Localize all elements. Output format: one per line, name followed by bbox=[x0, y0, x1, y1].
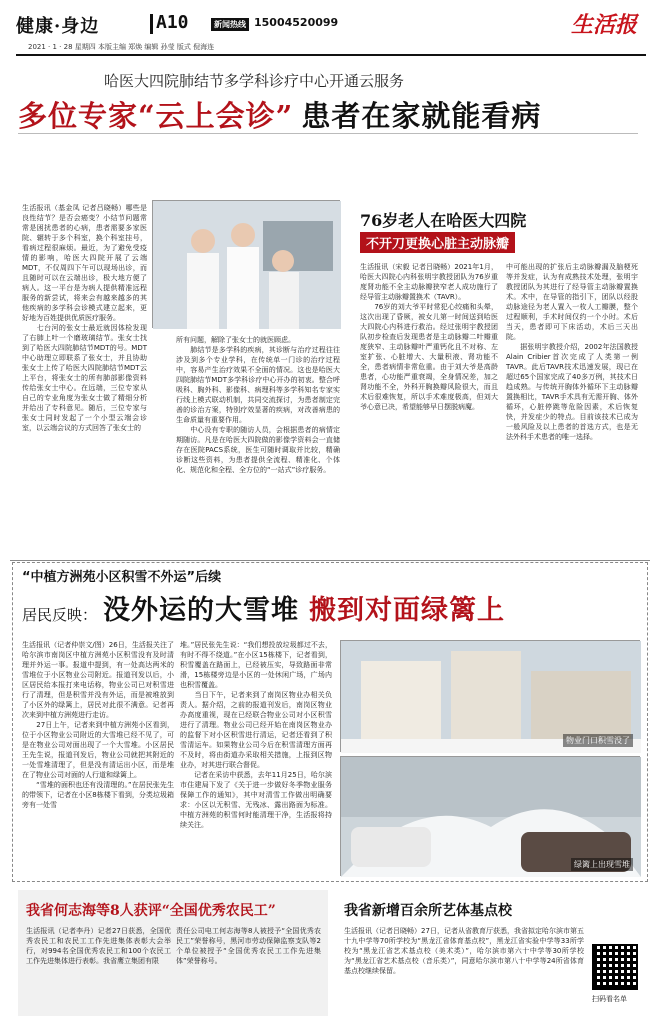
header-rule bbox=[16, 54, 646, 56]
masthead-logo: 生活报 bbox=[570, 12, 637, 38]
section-divider bbox=[10, 560, 650, 561]
header-divider bbox=[150, 14, 153, 34]
story3-column-2: 堆。”居民张先生说：“我们想投放垃圾都过不去，有时不得不绕道。”在小区15栋楼下，记者看到，积雪覆盖在路面上，已经被压实，导致路面非常滑，15栋楼旁边是小区的一处休闲广场，广场内也积雪覆盖。 当日下午，记者来到了南岗区物业办相关负责人。据介绍，之前的报道刊发后，南岗区物业办高度重视，现在已经联合物业公司对小区积雪进行了清理。物业公司已经开始在南岗区物业办的监督下对小区积雪进行清运，记者还看到了积雪清运车。如果物业公司今后在积雪清理方面再不及时，将由街道办采取相关措施，上报到区物业办，对其进行联合督促。 记者在采访中获悉，去年11月25日，哈尔滨市住建局下发了《关于进一步做好冬季物业服务保障工作的通知》，其中对清雪工作做出明确要求：小区以无积雪、无残冰、露出路面为标准。中植方洲苑的积雪何时能清理干净，生活报将持续关注。 bbox=[180, 641, 332, 829]
story3-frame bbox=[12, 562, 648, 882]
hotline-label: 新闻热线 bbox=[211, 18, 249, 31]
story2-headline: 76岁老人在哈医大四院 bbox=[360, 211, 527, 230]
story1-headline-red: 多位专家“云上会诊” bbox=[18, 99, 294, 133]
qr-label: 扫码看名单 bbox=[592, 995, 627, 1003]
section-name: 健康·身边 bbox=[16, 16, 100, 37]
doctors-illustration bbox=[153, 201, 341, 329]
story1-kicker: 哈医大四院肺结节多学科诊疗中心开通云服务 bbox=[104, 72, 405, 90]
story5-column: 生活报讯（记者吕晓畅）27日，记者从省教育厅获悉，我省拟定哈尔滨市第五十九中学等70所学校为“黑龙江省体育基点校”，黑龙江省实验中学等33所学校为“黑龙江省艺术基点校（美术类）”，哈尔滨市第六十中学等30所学校为“黑龙江省艺术基点校（音乐类）”，同意哈尔滨市第八十中学等24所省体育基点校继续保留。 bbox=[344, 927, 584, 975]
story3-tag: “中植方洲苑小区积雪不外运”后续 bbox=[22, 570, 222, 585]
qr-code[interactable] bbox=[592, 944, 638, 990]
story4-headline: 我省何志海等8人获评“全国优秀农民工” bbox=[26, 903, 276, 919]
story1-column-1a: 生活报讯（基金凤 记者吕晓畅）哪些是良性结节？是否会癌变？小结节问题常常是困扰患者的心病，患者需要多家医院、辗转于多个科室，换个科室挂号，看病过程很麻烦。最近，为了避免受疫情的影响，哈医大四院开展了云端MDT，不仅周四下午可以现场出诊，而且随时可以在云端出诊，极大地方便了病人。这一平台是为病人提供精准远程服务的新尝试，将来会有越来越多的其他疾病的多学科会诊模式建立起来，更好地为百姓提供优质医疗服务。 七台河的张女士最近就因体检发现了右肺上叶一个磨玻璃结节。张女士找到了哈医大四院肺结节MDT的号。MDT中心助理立即联系了张女士，并且协助张女士上传了哈医大四院肺结节MDT云上平台，将张女士的所有肺部影像资料传给张女士中心。在远端，三位专家从自己的专业角度为张女士做了精细分析并给出了专科意见。随后，三位专家与张女士同时发起了一个小型云端会诊室，以云端会议的方式回答了张女士的 bbox=[22, 204, 147, 432]
story4-column-1: 生活报讯（记者李丹）记者27日获悉，全国优秀农民工和农民工工作先进集体表彰大会举行，对994名全国优秀农民工和100个农民工工作先进集体进行表彰。我省鹰立集团有限 bbox=[26, 927, 171, 965]
story3-photo2-caption: 绿篱上出现雪堆 bbox=[571, 858, 633, 871]
story1-headline-black: 患者在家就能看病 bbox=[301, 99, 542, 133]
story2-column-2: 中可能出现的扩张后主动脉瓣漏及脑梗死等并发症，认为有成熟技术处理，张明宇教授团队为其进行了经导管主动脉瓣置换术。术中，在导管的指引下，团队以经股动脉途径为老人置入一枚人工瓣膜，整个过程顺利，手术时间仅约一个小时。术后当天，患者即可下床活动，术后三天出院。 据张明宇教授介绍，2002年法国教授Alain Cribier首次完成了人类第一例TAVR。此后TAVR技术迅速发展，现已在超过65个国家完成了40多万例，其技术日趋成熟。与传统开胸体外循环下主动脉瓣置换相比，TAVR手术具有无需开胸、体外循环，心脏停跳等危险因素，术后恢复快，并发症少的特点。目前该技术已成为一般风险及以上患者的首选方式，也是无法外科手术患者的唯一选择。 bbox=[506, 263, 638, 441]
story2-column-1: 生活报讯（宋毅 记者吕晓畅）2021年1月，哈医大四院心内科张明宇教授团队为76岁重度肾功能不全主动脉瓣狭窄老人成功施行了经导管主动脉瓣置换术（TAVR）。 76岁的刘大爷平时常犯心绞痛和头晕，这次出现了昏厥，被女儿第一时间送到哈医大四院心内科进行救治。经过张明宇教授团队初步检查后发现患者是主动脉瓣二叶瓣重度狭窄、主动脉瓣叶严重钙化且不对称、左室扩张、心脏增大、大量积液、肾功能不全，患者病情非常危重。由于刘大爷是高龄患者，心功能严重衰竭，全身情况差，加之肾功能不全，外科开胸换瓣风险很大，而且术后很难恢复，所以手术难度极高，但刘大爷心意已决，希望能够早日摆脱病魔。 bbox=[360, 263, 498, 411]
story3-headline-black: 没外运的大雪堆 bbox=[103, 595, 300, 626]
page-number: A10 bbox=[156, 12, 189, 33]
story1-column-2: 所有问题，解除了张女士的就医顾虑。 肺结节是多学科的疾病，其诊断与治疗过程往往涉及到多个专业学科，在传统单一门诊的治疗过程中，容易产生治疗效果不全面的情况。这也是哈医大四院肺结节MDT多学科诊疗中心开办的初衷。整合呼吸科、胸外科、影像科、病理科等多学科知名专家实行线上模式联动机制，共同交流探讨，为患者制定完善的诊治方案，特别疗效显著的疾病，对改善病患的生命质量有重要作用。 中心设有专职的随访人员，会根据患者的病情定期随访。凡是在哈医大四院做的影像学资料会一直储存在医院PACS系统，医生可随时调取并比较，精确诊断这些资料，为患者提供全流程、精准化、个体化、规范化和全程、全方位的“一站式”诊疗服务。 bbox=[176, 336, 340, 474]
story4-column-2: 责任公司电工何志海等8人被授予“全国优秀农民工”荣誉称号，黑河市劳动保障监察支队等2个单位被授予“全国优秀农民工工作先进集体”荣誉称号。 bbox=[176, 927, 321, 965]
story5-headline: 我省新增百余所艺体基点校 bbox=[344, 903, 512, 919]
story3-column-1: 生活报讯（记者仲崇文/图）26日，生活报关注了哈尔滨市南岗区中植方洲苑小区积雪没有及时清理并外运一事。报道中提到，有一处高达两米的雪堆位于小区物业公司附近。报道刊发以后，小区居民给本报打来电话称，物业公司已对积雪进行了清理，但是积雪并没有外运，而是被堆放到了小区外的绿篱上，居民对此很不满意。记者再次来到中植方洲苑进行走访。 27日上午，记者来到中植方洲苑小区看到，位于小区物业公司附近的大雪堆已经不见了，可是在物业公司对面出现了一个大雪堆。小区居民王先生说，报道刊发后，物业公司就把其附近的一处雪堆清理了，但是没有清运出小区，而是堆在了物业公司对面的人行道和绿篱上。 “雪堆的面积也还有没清理的。”在居民张先生的带领下，记者在小区8栋楼下看到，分类垃圾箱旁有一处雪 bbox=[22, 641, 174, 809]
story3-headline-red: 搬到对面绿篱上 bbox=[309, 595, 506, 626]
story2-deck: 不开刀更换心脏主动脉瓣 bbox=[360, 232, 515, 253]
issue-meta: 2021 · 1 · 28 星期四 本版主编 郑焕 编辑 孙莹 版式 倪海连 bbox=[28, 43, 215, 51]
hotline-number: 15004520099 bbox=[254, 16, 339, 29]
story3-kicker: 居民反映： bbox=[22, 606, 98, 624]
story1-headline bbox=[18, 94, 638, 134]
story1-photo bbox=[152, 200, 340, 328]
page-header bbox=[6, 6, 651, 56]
story3-photo1-caption: 物业门口积雪没了 bbox=[563, 734, 633, 747]
